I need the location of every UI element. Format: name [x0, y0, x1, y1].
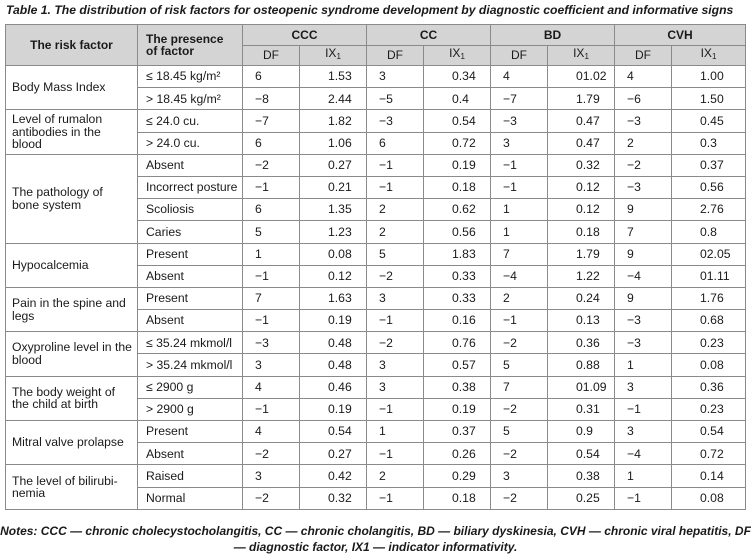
df-value-cell: −1	[243, 310, 300, 332]
ix-value-cell: 0.36	[672, 376, 746, 398]
df-value-cell: 5	[367, 243, 424, 265]
ix-value-cell: 0.88	[548, 354, 615, 376]
ix-value-cell: 1.82	[300, 110, 367, 132]
presence-cell: > 35.24 mkmol/l	[138, 354, 243, 376]
df-value-cell: −3	[615, 176, 672, 198]
ix-value-cell: 0.36	[548, 332, 615, 354]
ix-value-cell: 2.44	[300, 88, 367, 110]
df-value-cell: −1	[491, 310, 548, 332]
ix-value-cell: 0.37	[424, 421, 491, 443]
ix-value-cell: 01.09	[548, 376, 615, 398]
ix-value-cell: 0.47	[548, 132, 615, 154]
df-value-cell: 3	[367, 354, 424, 376]
df-value-cell: 5	[491, 354, 548, 376]
df-value-cell: 1	[615, 465, 672, 487]
presence-cell: > 2900 g	[138, 398, 243, 420]
df-value-cell: −1	[367, 176, 424, 198]
df-value-cell: 3	[367, 66, 424, 88]
df-value-cell: 4	[491, 66, 548, 88]
df-value-cell: −2	[615, 154, 672, 176]
ix-value-cell: 0.23	[672, 332, 746, 354]
ix-value-cell: 0.9	[548, 421, 615, 443]
subheader-df: DF	[367, 46, 424, 66]
presence-cell: Raised	[138, 465, 243, 487]
ix-value-cell: 0.56	[672, 176, 746, 198]
ix-value-cell: 0.08	[672, 487, 746, 509]
ix-value-cell: 02.05	[672, 243, 746, 265]
df-value-cell: −2	[367, 332, 424, 354]
table-row	[6, 332, 746, 354]
risk-factor-table	[5, 24, 746, 510]
df-value-cell: 7	[491, 376, 548, 398]
df-value-cell: −2	[243, 154, 300, 176]
ix-value-cell: 1.76	[672, 287, 746, 309]
ix-value-cell: 0.4	[424, 88, 491, 110]
df-value-cell: 9	[615, 287, 672, 309]
header-group-cc: CC	[367, 25, 491, 46]
presence-cell: Absent	[138, 310, 243, 332]
ix-value-cell: 0.38	[548, 465, 615, 487]
df-value-cell: 9	[615, 199, 672, 221]
table-row	[6, 376, 746, 398]
presence-cell: > 24.0 cu.	[138, 132, 243, 154]
header-group-cvh: CVH	[615, 25, 746, 46]
ix-value-cell: 0.42	[300, 465, 367, 487]
df-value-cell: −3	[615, 110, 672, 132]
risk-factor-cell: Pain in the spine and legs	[6, 287, 138, 331]
ix-value-cell: 0.47	[548, 110, 615, 132]
ix-value-cell: 1.00	[672, 66, 746, 88]
subheader-ix	[672, 46, 746, 66]
header-group-ccc: CCC	[243, 25, 367, 46]
risk-factor-cell: The body weight of the child at birth	[6, 376, 138, 420]
risk-factor-cell: Oxyproline level in the blood	[6, 332, 138, 376]
df-value-cell: 5	[243, 221, 300, 243]
header-group-bd: BD	[491, 25, 615, 46]
ix-value-cell: 1.53	[300, 66, 367, 88]
ix-value-cell: 01.02	[548, 66, 615, 88]
df-value-cell: −1	[243, 176, 300, 198]
ix-value-cell: 0.26	[424, 443, 491, 465]
df-value-cell: −1	[491, 154, 548, 176]
ix-value-cell: 0.08	[300, 243, 367, 265]
df-value-cell: 9	[615, 243, 672, 265]
df-value-cell: −2	[367, 265, 424, 287]
ix-value-cell: 0.19	[300, 398, 367, 420]
presence-cell: Absent	[138, 154, 243, 176]
ix-value-cell: 1.06	[300, 132, 367, 154]
df-value-cell: −1	[615, 398, 672, 420]
ix-value-cell: 0.76	[424, 332, 491, 354]
df-value-cell: 3	[491, 465, 548, 487]
ix-value-cell: 0.19	[300, 310, 367, 332]
df-value-cell: 3	[367, 287, 424, 309]
df-value-cell: 3	[367, 376, 424, 398]
df-value-cell: 3	[243, 354, 300, 376]
df-value-cell: 6	[243, 132, 300, 154]
ix-value-cell: 0.48	[300, 354, 367, 376]
ix-value-cell: 0.33	[424, 287, 491, 309]
df-value-cell: 4	[615, 66, 672, 88]
ix-value-cell: 0.12	[300, 265, 367, 287]
ix-value-cell: 0.24	[548, 287, 615, 309]
ix-value-cell: 0.19	[424, 398, 491, 420]
ix-value-cell: 1.63	[300, 287, 367, 309]
presence-cell: Present	[138, 421, 243, 443]
df-value-cell: 4	[243, 421, 300, 443]
df-value-cell: −1	[367, 443, 424, 465]
subheader-ix-subscript: 1	[460, 52, 465, 62]
df-value-cell: −6	[615, 88, 672, 110]
ix-value-cell: 0.14	[672, 465, 746, 487]
table-caption: Table 1. The distribution of risk factors for osteopenic syndrome development by diagnostic coefficient and informative signs	[6, 3, 734, 17]
risk-factor-cell: Mitral valve prolapse	[6, 421, 138, 465]
ix-value-cell: 0.23	[672, 398, 746, 420]
df-value-cell: 1	[243, 243, 300, 265]
subheader-ix-label: IX	[325, 46, 337, 61]
presence-cell: Absent	[138, 265, 243, 287]
risk-factor-cell: The pathology of bone system	[6, 154, 138, 243]
df-value-cell: −1	[491, 176, 548, 198]
ix-value-cell: 0.32	[548, 154, 615, 176]
table-notes: Notes: CCC — chronic cholecystocholangitis, CC — chronic cholangitis, BD — biliary dyskinesia, CVH — chronic viral hepatitis, DF — diagnostic factor, IX1 — indicator informativity.	[0, 524, 751, 554]
ix-value-cell: 0.27	[300, 154, 367, 176]
table-row	[6, 110, 746, 132]
ix-value-cell: 0.27	[300, 443, 367, 465]
df-value-cell: −3	[367, 110, 424, 132]
ix-value-cell: 0.18	[548, 221, 615, 243]
df-value-cell: −4	[491, 265, 548, 287]
ix-value-cell: 0.3	[672, 132, 746, 154]
header-presence: The presence of factor	[138, 25, 243, 66]
subheader-ix	[300, 46, 367, 66]
df-value-cell: −4	[615, 265, 672, 287]
ix-value-cell: 0.18	[424, 487, 491, 509]
subheader-ix-label: IX	[573, 46, 585, 61]
subheader-ix-subscript: 1	[336, 52, 341, 62]
presence-cell: Caries	[138, 221, 243, 243]
df-value-cell: 6	[367, 132, 424, 154]
df-value-cell: 6	[243, 66, 300, 88]
df-value-cell: 5	[491, 421, 548, 443]
ix-value-cell: 0.54	[300, 421, 367, 443]
df-value-cell: −1	[367, 310, 424, 332]
ix-value-cell: 1.50	[672, 88, 746, 110]
risk-factor-cell: The level of bilirubi-nemia	[6, 465, 138, 509]
subheader-ix-subscript: 1	[584, 52, 589, 62]
presence-cell: Absent	[138, 443, 243, 465]
df-value-cell: −5	[367, 88, 424, 110]
subheader-df: DF	[615, 46, 672, 66]
df-value-cell: −1	[367, 398, 424, 420]
ix-value-cell: 0.56	[424, 221, 491, 243]
df-value-cell: −7	[243, 110, 300, 132]
df-value-cell: 6	[243, 199, 300, 221]
subheader-ix	[548, 46, 615, 66]
table-body	[6, 66, 746, 510]
df-value-cell: −2	[491, 443, 548, 465]
presence-cell: > 18.45 kg/m²	[138, 88, 243, 110]
df-value-cell: −3	[491, 110, 548, 132]
df-value-cell: 2	[491, 287, 548, 309]
ix-value-cell: 0.68	[672, 310, 746, 332]
df-value-cell: −4	[615, 443, 672, 465]
ix-value-cell: 0.46	[300, 376, 367, 398]
df-value-cell: −8	[243, 88, 300, 110]
presence-cell: Present	[138, 287, 243, 309]
df-value-cell: −1	[243, 398, 300, 420]
table-row	[6, 154, 746, 176]
ix-value-cell: 2.76	[672, 199, 746, 221]
ix-value-cell: 0.18	[424, 176, 491, 198]
ix-value-cell: 0.37	[672, 154, 746, 176]
header-risk-factor: The risk factor	[6, 25, 138, 66]
ix-value-cell: 0.8	[672, 221, 746, 243]
df-value-cell: 7	[615, 221, 672, 243]
table-row	[6, 465, 746, 487]
presence-cell: Scoliosis	[138, 199, 243, 221]
ix-value-cell: 0.54	[424, 110, 491, 132]
df-value-cell: −3	[243, 332, 300, 354]
df-value-cell: −2	[491, 487, 548, 509]
ix-value-cell: 0.12	[548, 199, 615, 221]
presence-cell: ≤ 24.0 cu.	[138, 110, 243, 132]
presence-cell: ≤ 2900 g	[138, 376, 243, 398]
df-value-cell: 3	[615, 376, 672, 398]
df-value-cell: 3	[615, 421, 672, 443]
presence-cell: Present	[138, 243, 243, 265]
ix-value-cell: 0.34	[424, 66, 491, 88]
subheader-ix	[424, 46, 491, 66]
df-value-cell: −1	[243, 265, 300, 287]
presence-cell: Normal	[138, 487, 243, 509]
df-value-cell: −2	[491, 332, 548, 354]
subheader-ix-label: IX	[449, 46, 461, 61]
ix-value-cell: 0.54	[672, 421, 746, 443]
ix-value-cell: 0.29	[424, 465, 491, 487]
df-value-cell: 2	[367, 465, 424, 487]
df-value-cell: 7	[243, 287, 300, 309]
df-value-cell: −1	[367, 487, 424, 509]
ix-value-cell: 0.62	[424, 199, 491, 221]
ix-value-cell: 0.31	[548, 398, 615, 420]
df-value-cell: 3	[491, 132, 548, 154]
df-value-cell: −2	[491, 398, 548, 420]
df-value-cell: 1	[615, 354, 672, 376]
ix-value-cell: 0.16	[424, 310, 491, 332]
ix-value-cell: 0.19	[424, 154, 491, 176]
df-value-cell: 2	[367, 199, 424, 221]
df-value-cell: −1	[367, 154, 424, 176]
ix-value-cell: 0.25	[548, 487, 615, 509]
table-row	[6, 287, 746, 309]
ix-value-cell: 0.33	[424, 265, 491, 287]
df-value-cell: 2	[615, 132, 672, 154]
subheader-ix-subscript: 1	[711, 52, 717, 62]
df-value-cell: 2	[367, 221, 424, 243]
risk-factor-cell: Body Mass Index	[6, 66, 138, 110]
ix-value-cell: 0.12	[548, 176, 615, 198]
ix-value-cell: 0.45	[672, 110, 746, 132]
df-value-cell: 7	[491, 243, 548, 265]
ix-value-cell: 1.79	[548, 243, 615, 265]
df-value-cell: −2	[243, 443, 300, 465]
df-value-cell: 3	[243, 465, 300, 487]
ix-value-cell: 1.79	[548, 88, 615, 110]
df-value-cell: −3	[615, 332, 672, 354]
ix-value-cell: 1.35	[300, 199, 367, 221]
table-row	[6, 243, 746, 265]
presence-cell: ≤ 35.24 mkmol/l	[138, 332, 243, 354]
df-value-cell: −2	[243, 487, 300, 509]
ix-value-cell: 1.22	[548, 265, 615, 287]
ix-value-cell: 0.54	[548, 443, 615, 465]
df-value-cell: −7	[491, 88, 548, 110]
presence-cell: Incorrect posture	[138, 176, 243, 198]
table-header	[6, 25, 746, 66]
df-value-cell: −3	[615, 310, 672, 332]
table-row	[6, 421, 746, 443]
ix-value-cell: 01.11	[672, 265, 746, 287]
ix-value-cell: 0.13	[548, 310, 615, 332]
df-value-cell: −1	[615, 487, 672, 509]
ix-value-cell: 1.83	[424, 243, 491, 265]
ix-value-cell: 0.38	[424, 376, 491, 398]
subheader-df: DF	[243, 46, 300, 66]
df-value-cell: 1	[491, 199, 548, 221]
risk-factor-cell: Hypocalcemia	[6, 243, 138, 287]
df-value-cell: 1	[491, 221, 548, 243]
subheader-ix-label: IX	[700, 46, 712, 61]
ix-value-cell: 0.57	[424, 354, 491, 376]
subheader-df: DF	[491, 46, 548, 66]
table-row	[6, 66, 746, 88]
ix-value-cell: 0.72	[424, 132, 491, 154]
risk-factor-cell: Level of rumalon antibodies in the blood	[6, 110, 138, 154]
ix-value-cell: 0.48	[300, 332, 367, 354]
ix-value-cell: 0.32	[300, 487, 367, 509]
ix-value-cell: 0.08	[672, 354, 746, 376]
df-value-cell: 1	[367, 421, 424, 443]
ix-value-cell: 0.72	[672, 443, 746, 465]
df-value-cell: 4	[243, 376, 300, 398]
ix-value-cell: 0.21	[300, 176, 367, 198]
presence-cell: ≤ 18.45 kg/m²	[138, 66, 243, 88]
ix-value-cell: 1.23	[300, 221, 367, 243]
